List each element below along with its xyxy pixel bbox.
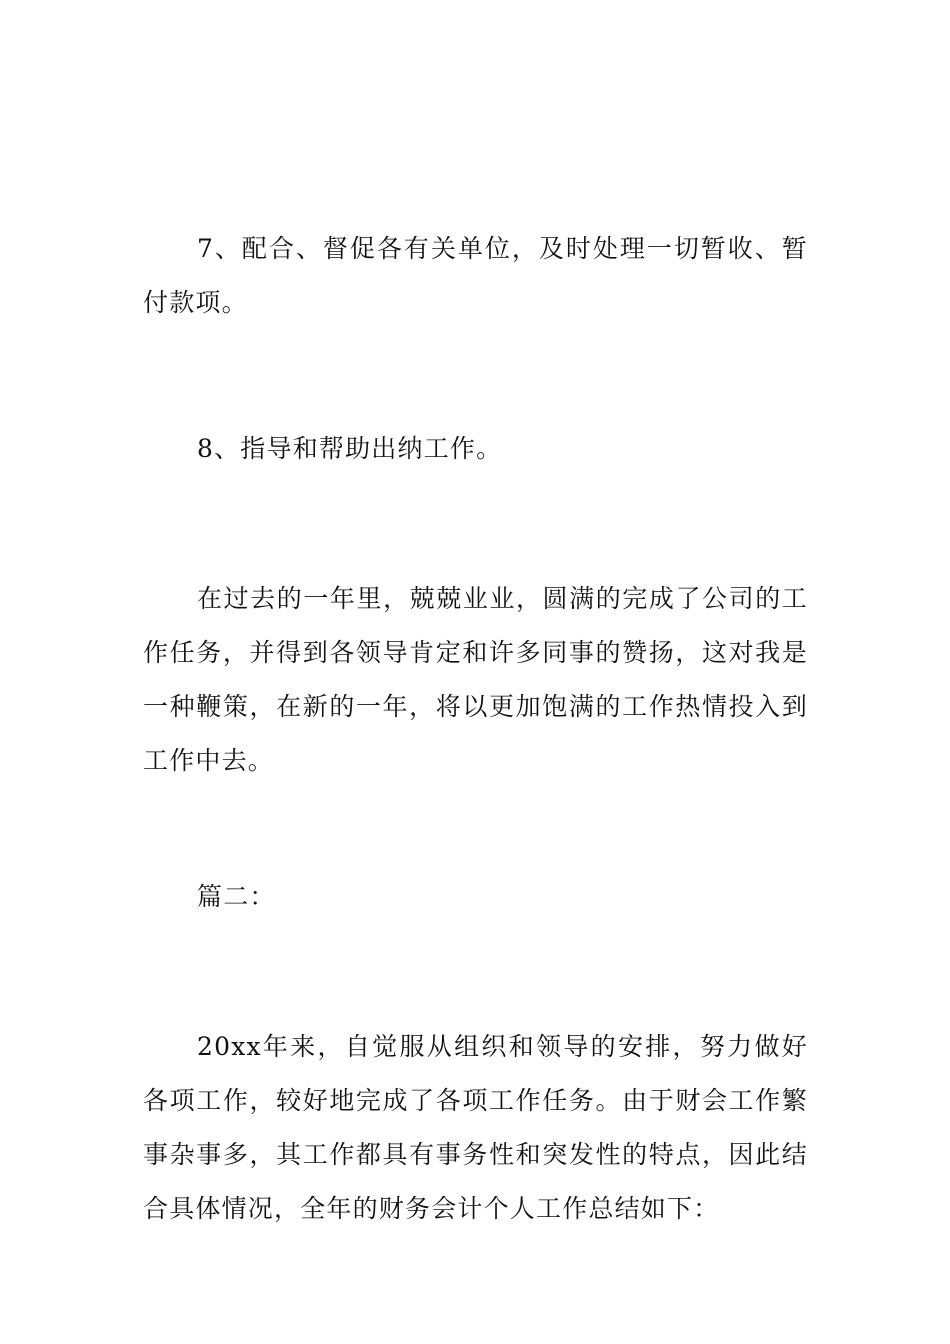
paragraph-intro: 20xx年来，自觉服从组织和领导的安排，努力做好各项工作，较好地完成了各项工作任务。由于财会工作繁事杂事多，其工作都具有事务性和突发性的特点，因此结合具体情况，全年的财务会计个人工作总结如下： bbox=[143, 1032, 808, 1223]
paragraph-item-8: 8、指导和帮助出纳工作。 bbox=[197, 434, 503, 463]
paragraph-summary: 在过去的一年里，兢兢业业，圆满的完成了公司的工作任务，并得到各领导肯定和许多同事的赞扬，这对我是一种鞭策，在新的一年，将以更加饱满的工作热情投入到工作中去。 bbox=[143, 584, 808, 775]
section-heading: 篇二： bbox=[197, 882, 276, 911]
paragraph-item-7: 7、配合、督促各有关单位，及时处理一切暂收、暂付款项。 bbox=[143, 234, 808, 317]
